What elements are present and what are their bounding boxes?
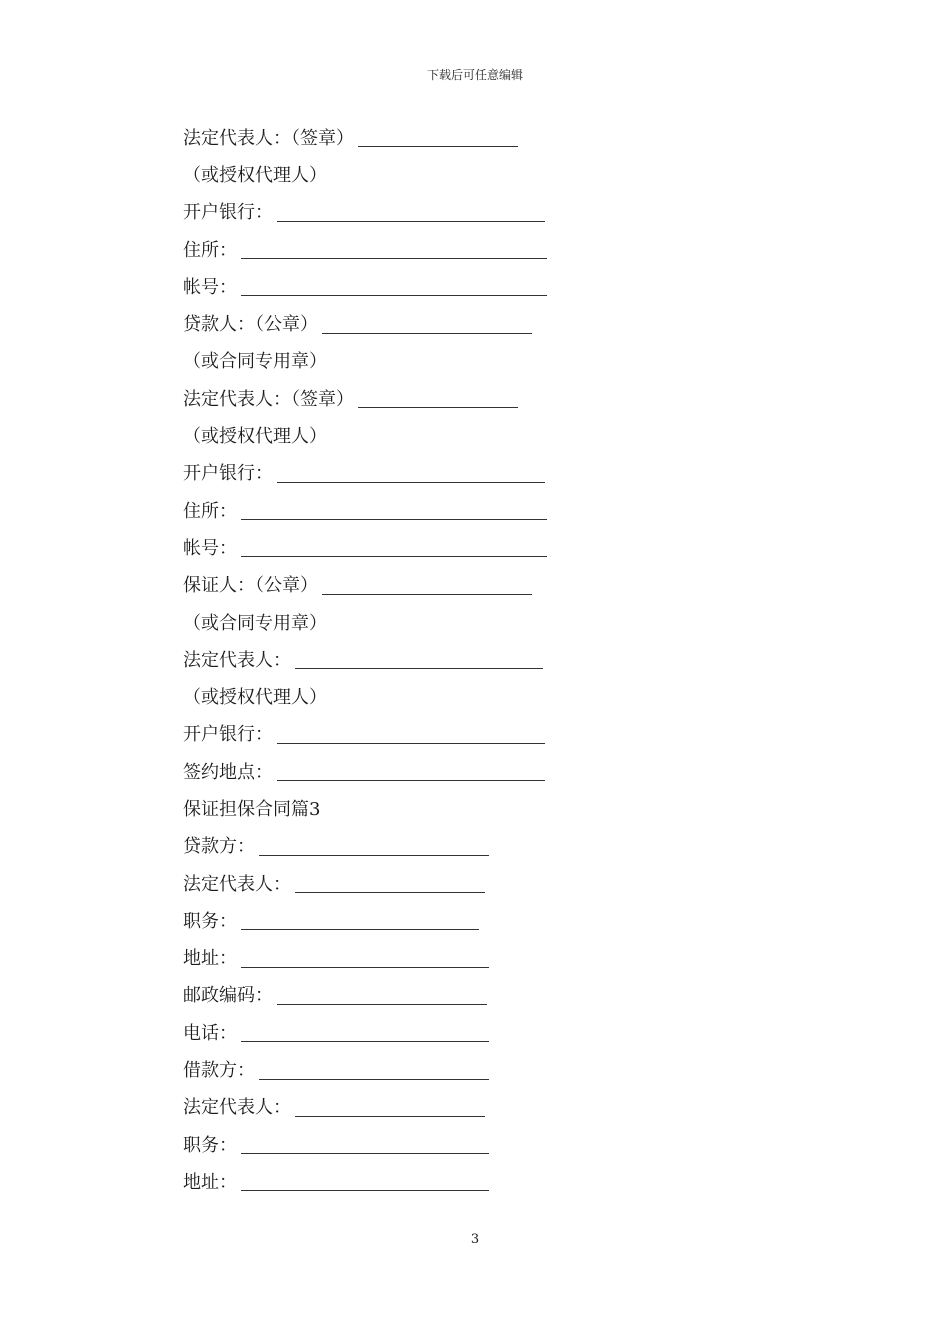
text-line — [183, 1013, 783, 1050]
document-body — [183, 118, 783, 1200]
text-line — [183, 379, 783, 416]
blank-field — [277, 760, 545, 781]
line-label: 住所： — [183, 500, 237, 522]
text-line — [183, 1125, 783, 1162]
text-line — [183, 827, 783, 864]
blank-field — [295, 872, 485, 893]
text-line — [183, 267, 783, 304]
text-line — [183, 118, 783, 155]
line-label: 邮政编码： — [183, 985, 273, 1007]
blank-field — [241, 1170, 489, 1191]
line-label: （或合同专用章） — [183, 612, 327, 634]
blank-field — [322, 574, 532, 595]
text-line — [183, 454, 783, 491]
line-label: 住所： — [183, 239, 237, 261]
blank-field — [358, 126, 518, 147]
text-line — [183, 528, 783, 565]
blank-field — [277, 723, 545, 744]
text-line — [183, 304, 783, 341]
line-label: 帐号： — [183, 537, 237, 559]
page-number: 3 — [470, 1232, 480, 1247]
text-line — [183, 1050, 783, 1087]
section-heading — [183, 789, 783, 826]
text-line — [183, 603, 783, 640]
text-line — [183, 193, 783, 230]
line-label: 保证人：（公章） — [183, 575, 318, 597]
blank-field — [358, 387, 518, 408]
blank-field — [241, 536, 547, 557]
text-line — [183, 864, 783, 901]
blank-field — [241, 499, 547, 520]
line-label: 职务： — [183, 910, 237, 932]
line-label: 地址： — [183, 948, 237, 970]
text-line — [183, 566, 783, 603]
line-label: （或合同专用章） — [183, 351, 327, 373]
line-label: 贷款人：（公章） — [183, 314, 318, 336]
text-line — [183, 752, 783, 789]
line-label: 法定代表人： — [183, 649, 291, 671]
text-line — [183, 1088, 783, 1125]
text-line — [183, 416, 783, 453]
text-line — [183, 715, 783, 752]
line-label: 法定代表人： — [183, 873, 291, 895]
blank-field — [241, 238, 547, 259]
text-line — [183, 901, 783, 938]
line-label: 电话： — [183, 1022, 237, 1044]
line-label: 借款方： — [183, 1060, 255, 1082]
line-label: 贷款方： — [183, 836, 255, 858]
text-line — [183, 230, 783, 267]
line-label: 开户银行： — [183, 724, 273, 746]
blank-field — [277, 201, 545, 222]
blank-field — [295, 648, 543, 669]
line-label: （或授权代理人） — [183, 687, 327, 709]
blank-field — [322, 313, 532, 334]
page-header: 下载后可任意编辑 — [426, 68, 523, 82]
text-line — [183, 976, 783, 1013]
blank-field — [241, 1133, 489, 1154]
text-line — [183, 155, 783, 192]
line-label: 开户银行： — [183, 463, 273, 485]
blank-field — [259, 1059, 489, 1080]
blank-field — [241, 1021, 489, 1042]
line-label: 法定代表人：（签章） — [183, 127, 354, 149]
line-label: 签约地点： — [183, 761, 273, 783]
blank-field — [295, 1096, 485, 1117]
blank-field — [277, 984, 487, 1005]
blank-field — [241, 947, 489, 968]
blank-field — [277, 462, 545, 483]
line-label: 法定代表人：（签章） — [183, 388, 354, 410]
text-line — [183, 640, 783, 677]
blank-field — [259, 835, 489, 856]
blank-field — [241, 909, 479, 930]
line-label: （或授权代理人） — [183, 426, 327, 448]
line-label: （或授权代理人） — [183, 164, 327, 186]
text-line — [183, 677, 783, 714]
line-label: 职务： — [183, 1134, 237, 1156]
text-line — [183, 1162, 783, 1199]
blank-field — [241, 275, 547, 296]
section-title: 保证担保合同篇3 — [183, 798, 321, 820]
text-line — [183, 491, 783, 528]
line-label: 法定代表人： — [183, 1097, 291, 1119]
line-label: 帐号： — [183, 276, 237, 298]
line-label: 开户银行： — [183, 202, 273, 224]
line-label: 地址： — [183, 1171, 237, 1193]
text-line — [183, 939, 783, 976]
text-line — [183, 342, 783, 379]
